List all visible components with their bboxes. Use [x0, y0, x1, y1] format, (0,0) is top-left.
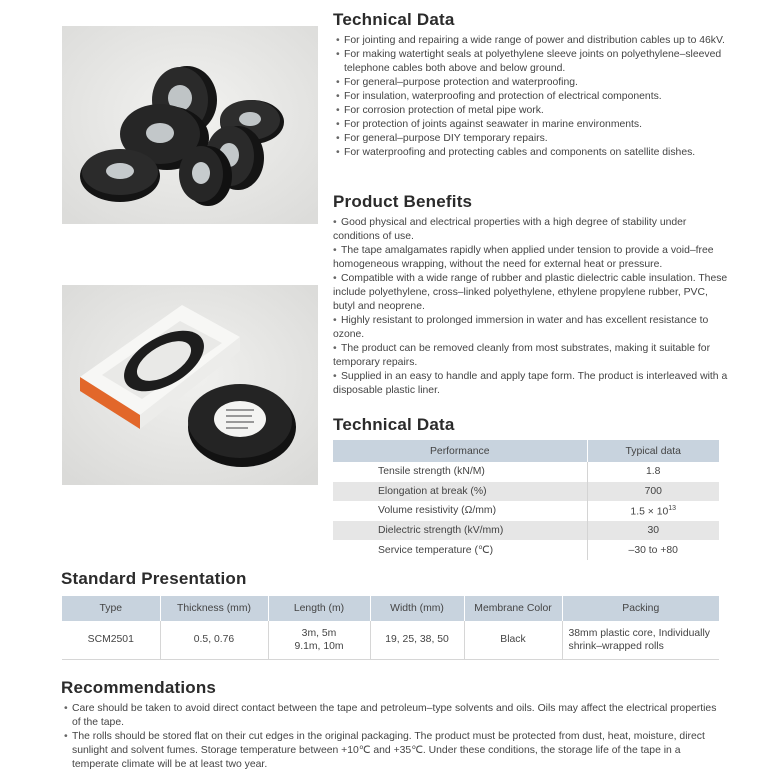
- technical-data-list: [333, 34, 728, 160]
- list-item: • For jointing and repairing a wide range of power and distribution cables up to 46kV.: [333, 34, 728, 48]
- column-header-packing: Packing: [562, 596, 719, 621]
- tape-box-illustration: [62, 285, 318, 485]
- table-cell: 700: [587, 482, 719, 502]
- performance-table: [333, 440, 719, 560]
- list-item: • Highly resistant to prolonged immersion in water and has excellent resistance to ozone.: [333, 314, 728, 342]
- list-item: • For insulation, waterproofing and protection of electrical components.: [333, 90, 728, 104]
- table-cell: SCM2501: [62, 621, 160, 659]
- list-item: • Care should be taken to avoid direct contact between the tape and petroleum–type solvents and oils. Oils may affect the electrical properties of the tape.: [62, 702, 722, 730]
- standard-presentation-title: Standard Presentation: [61, 569, 247, 588]
- recommendations-list: [62, 702, 722, 772]
- table-row: [62, 621, 719, 659]
- table-cell: Service temperature (℃): [378, 545, 494, 557]
- table-cell: 38mm plastic core, Individually shrink–wrapped rolls: [562, 621, 719, 659]
- table-cell: $1.5 \times 10^{13}$: [587, 501, 719, 521]
- table-cell: Elongation at break (%): [333, 482, 587, 502]
- table-row: [333, 521, 719, 541]
- list-item: • The rolls should be stored flat on their cut edges in the original packaging. The product must be protected from dust, heat, moisture, direct sunlight and solvent fumes. Storage temperature between +10℃ and +35℃. Under these conditions, the storage life of the tape in a temperate climate will be at least two year.: [62, 730, 722, 772]
- technical-data-title: Technical Data: [333, 10, 455, 29]
- list-item: • For making watertight seals at polyethylene sleeve joints on polyethylene–sleeved telephone cables both above and below ground.: [333, 48, 728, 76]
- standard-presentation-table: [62, 596, 719, 660]
- list-item: • For corrosion protection of metal pipe work.: [333, 104, 728, 118]
- table-cell: Black: [464, 621, 562, 659]
- list-item: • For protection of joints against seawater in marine environments.: [333, 118, 728, 132]
- table-cell: 19, 25, 38, 50: [370, 621, 464, 659]
- table-cell: Tensile strength (kN/M): [378, 466, 485, 478]
- table-cell: 0.5, 0.76: [160, 621, 268, 659]
- column-header-type: Type: [62, 596, 160, 621]
- list-item: • Supplied in an easy to handle and apply tape form. The product is interleaved with a disposable plastic liner.: [333, 370, 728, 398]
- tape-rolls-illustration: [62, 26, 318, 224]
- table-row: [333, 462, 719, 482]
- column-header-length: Length (m): [268, 596, 370, 621]
- table-header-row: [62, 596, 719, 621]
- list-item: • The tape amalgamates rapidly when applied under tension to provide a void–free homogeneous wrapping, without the need for external heat or pressure.: [333, 244, 728, 272]
- table-header-row: [333, 440, 719, 462]
- product-benefits-title: Product Benefits: [333, 192, 473, 211]
- table-row: [333, 501, 719, 521]
- list-item: • Good physical and electrical properties with a high degree of stability under conditions of use.: [333, 216, 728, 244]
- product-benefits-list: [333, 216, 728, 398]
- table-cell: 30: [587, 521, 719, 541]
- tape-rolls-photo: [62, 26, 318, 224]
- recommendations-title: Recommendations: [61, 678, 217, 697]
- column-header-performance: Performance: [333, 440, 587, 462]
- table-cell: 1.8: [587, 462, 719, 482]
- tape-box-photo: [62, 285, 318, 485]
- table-cell: –30 to +80: [587, 540, 719, 560]
- table-row: [333, 482, 719, 502]
- list-item: • Compatible with a wide range of rubber and plastic dielectric cable insulation. These include polyethylene, cross–linked polyethylene, ethylene propylene rubber, PVC, butyl and neoprene.: [333, 272, 728, 314]
- table-row: [333, 540, 719, 560]
- list-item: • The product can be removed cleanly from most substrates, making it suitable for temporary repairs.: [333, 342, 728, 370]
- technical-data-table-title: Technical Data: [333, 415, 455, 434]
- exponent: 13: [668, 504, 677, 512]
- column-header-thickness: Thickness (mm): [160, 596, 268, 621]
- column-header-width: Width (mm): [370, 596, 464, 621]
- table-cell: Dielectric strength (kV/mm): [333, 521, 587, 541]
- list-item: • For general–purpose DIY temporary repairs.: [333, 132, 728, 146]
- column-header-typical-data: Typical data: [587, 440, 719, 462]
- table-cell: Volume resistivity (Ω/mm): [378, 505, 497, 517]
- list-item: • For waterproofing and protecting cables and components on satellite dishes.: [333, 146, 728, 160]
- list-item: • For general–purpose protection and waterproofing.: [333, 76, 728, 90]
- column-header-membrane-color: Membrane Color: [464, 596, 562, 621]
- table-cell: 3m, 5m 9.1m, 10m: [268, 621, 370, 659]
